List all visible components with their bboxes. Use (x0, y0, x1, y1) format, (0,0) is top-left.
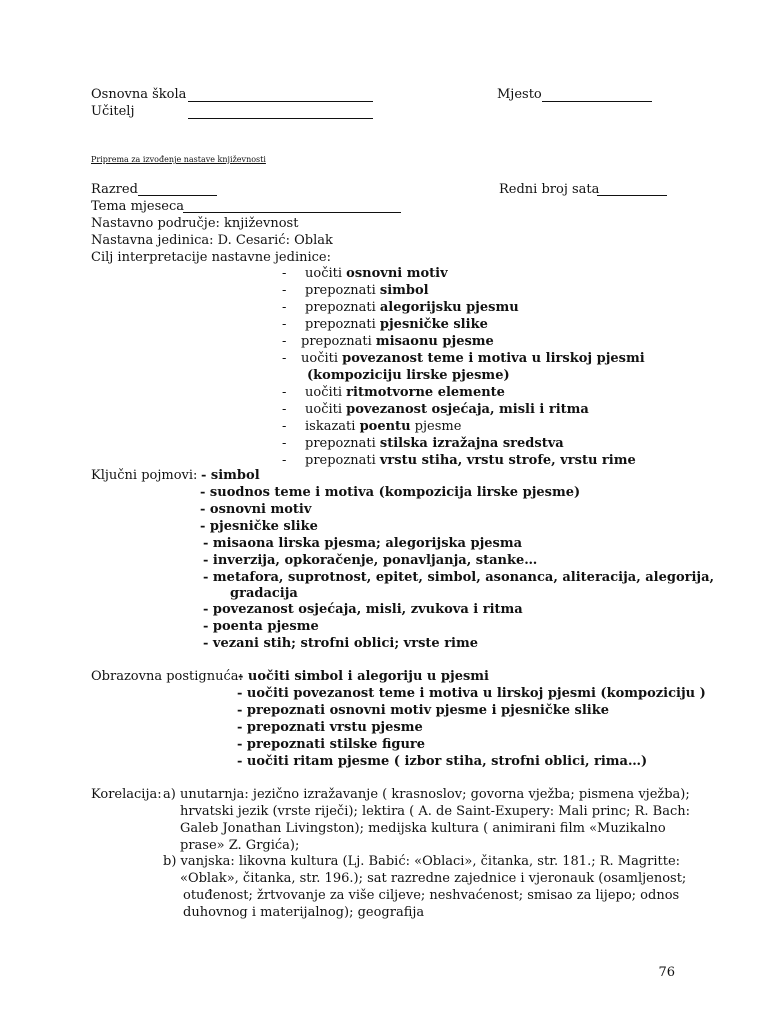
key-concepts-label: Ključni pojmovi: (91, 468, 198, 483)
key-concept-item-continuation: gradacija (230, 586, 298, 601)
goal-item: - iskazati poentu pjesme (282, 419, 462, 434)
correlation-internal-line: a) unutarnja: jezično izražavanje ( krasnoslov; govorna vježba; pismena vježba); (163, 787, 690, 802)
school-label: Osnovna škola (91, 87, 187, 102)
correlation-internal-line: Galeb Jonathan Livingston); medijska kultura ( animirani film «Muzikalno (180, 821, 666, 836)
goal-item: - prepoznati stilska izražajna sredstva (282, 436, 564, 451)
goal-item: - uočiti povezanost teme i motiva u lirskoj pjesmi (282, 351, 645, 366)
outcomes-label: Obrazovna postignuća: (91, 669, 243, 684)
goal-item: - uočiti osnovni motiv (282, 266, 448, 281)
grade-label: Razred (91, 182, 138, 197)
teacher-blank (188, 118, 373, 119)
correlation-external-line: otuđenost; žrtvovanje za više ciljeve; neshvaćenost; smisao za lijepo; odnos (183, 888, 680, 903)
teacher-label: Učitelj (91, 104, 135, 119)
teaching-unit: Nastavna jedinica: D. Cesarić: Oblak (91, 233, 333, 248)
key-concept-item: - suodnos teme i motiva (kompozicija lirske pjesme) (200, 485, 581, 500)
key-concept-item: - vezani stih; strofni oblici; vrste rime (203, 636, 479, 651)
place-blank (542, 101, 652, 102)
lesson-number-label: Redni broj sata (499, 182, 600, 197)
lesson-number-blank (597, 195, 667, 196)
correlation-internal-line: prase» Z. Grgića); (180, 838, 300, 853)
key-concept-item: - inverzija, opkoračenje, ponavljanja, stanke… (203, 553, 538, 568)
goal-item: - uočiti ritmotvorne elemente (282, 385, 505, 400)
outcome-item: - uočiti povezanost teme i motiva u lirskoj pjesmi (kompoziciju ) (237, 686, 706, 701)
key-concept-item: - misaona lirska pjesma; alegorijska pjesma (203, 536, 523, 551)
goal-item: - prepoznati vrstu stiha, vrstu strofe, vrstu rime (282, 453, 636, 468)
key-concept-item: - povezanost osjećaja, misli, zvukova i ritma (203, 602, 523, 617)
outcome-item: - prepoznati osnovni motiv pjesme i pjesničke slike (237, 703, 610, 718)
key-concept-item: - pjesničke slike (200, 519, 318, 534)
goal-item: - prepoznati misaonu pjesme (282, 334, 494, 349)
goal-label: Cilj interpretacije nastavne jedinice: (91, 250, 331, 265)
goal-item: - uočiti povezanost osjećaja, misli i ritma (282, 402, 589, 417)
correlation-label: Korelacija: (91, 787, 162, 802)
grade-blank (138, 195, 217, 196)
teaching-area: Nastavno područje: književnost (91, 216, 299, 231)
page-number: 76 (658, 965, 675, 980)
correlation-external-line: b) vanjska: likovna kultura (Lj. Babić: «Oblaci», čitanka, str. 181.; R. Magritte: (163, 854, 681, 869)
document-subtitle: Priprema za izvođenje nastave književnosti (91, 155, 266, 164)
correlation-internal-line: hrvatski jezik (vrste riječi); lektira ( A. de Saint-Exupery: Mali princ; R. Bach: (180, 804, 691, 819)
goals-list (282, 265, 645, 469)
key-concept-item: - osnovni motiv (200, 502, 312, 517)
key-concept-item: - poenta pjesme (203, 619, 319, 634)
correlation-external-line: duhovnog i materijalnog); geografija (183, 905, 425, 920)
monthly-topic-blank (183, 212, 401, 213)
outcome-item: - prepoznati stilske figure (237, 737, 426, 752)
outcome-item: - prepoznati vrstu pjesme (237, 720, 423, 735)
place-label: Mjesto (497, 87, 542, 102)
outcome-item: - uočiti simbol i alegoriju u pjesmi (238, 669, 489, 684)
key-concept-item: - metafora, suprotnost, epitet, simbol, asonanca, aliteracija, alegorija, (203, 570, 715, 585)
outcome-item: - uočiti ritam pjesme ( izbor stiha, strofni oblici, rima…) (237, 754, 648, 769)
monthly-topic-label: Tema mjeseca (91, 199, 185, 214)
school-blank (188, 101, 373, 102)
goal-item-continuation: (kompoziciju lirske pjesme) (307, 368, 510, 383)
goal-item: - prepoznati alegorijsku pjesmu (282, 300, 519, 315)
correlation-external-line: «Oblak», čitanka, str. 196.); sat razredne zajednice i vjeronauk (osamljenost; (180, 871, 687, 886)
key-concept-item: - simbol (201, 468, 260, 483)
goal-item: - prepoznati simbol (282, 283, 429, 298)
goal-item: - prepoznati pjesničke slike (282, 317, 488, 332)
